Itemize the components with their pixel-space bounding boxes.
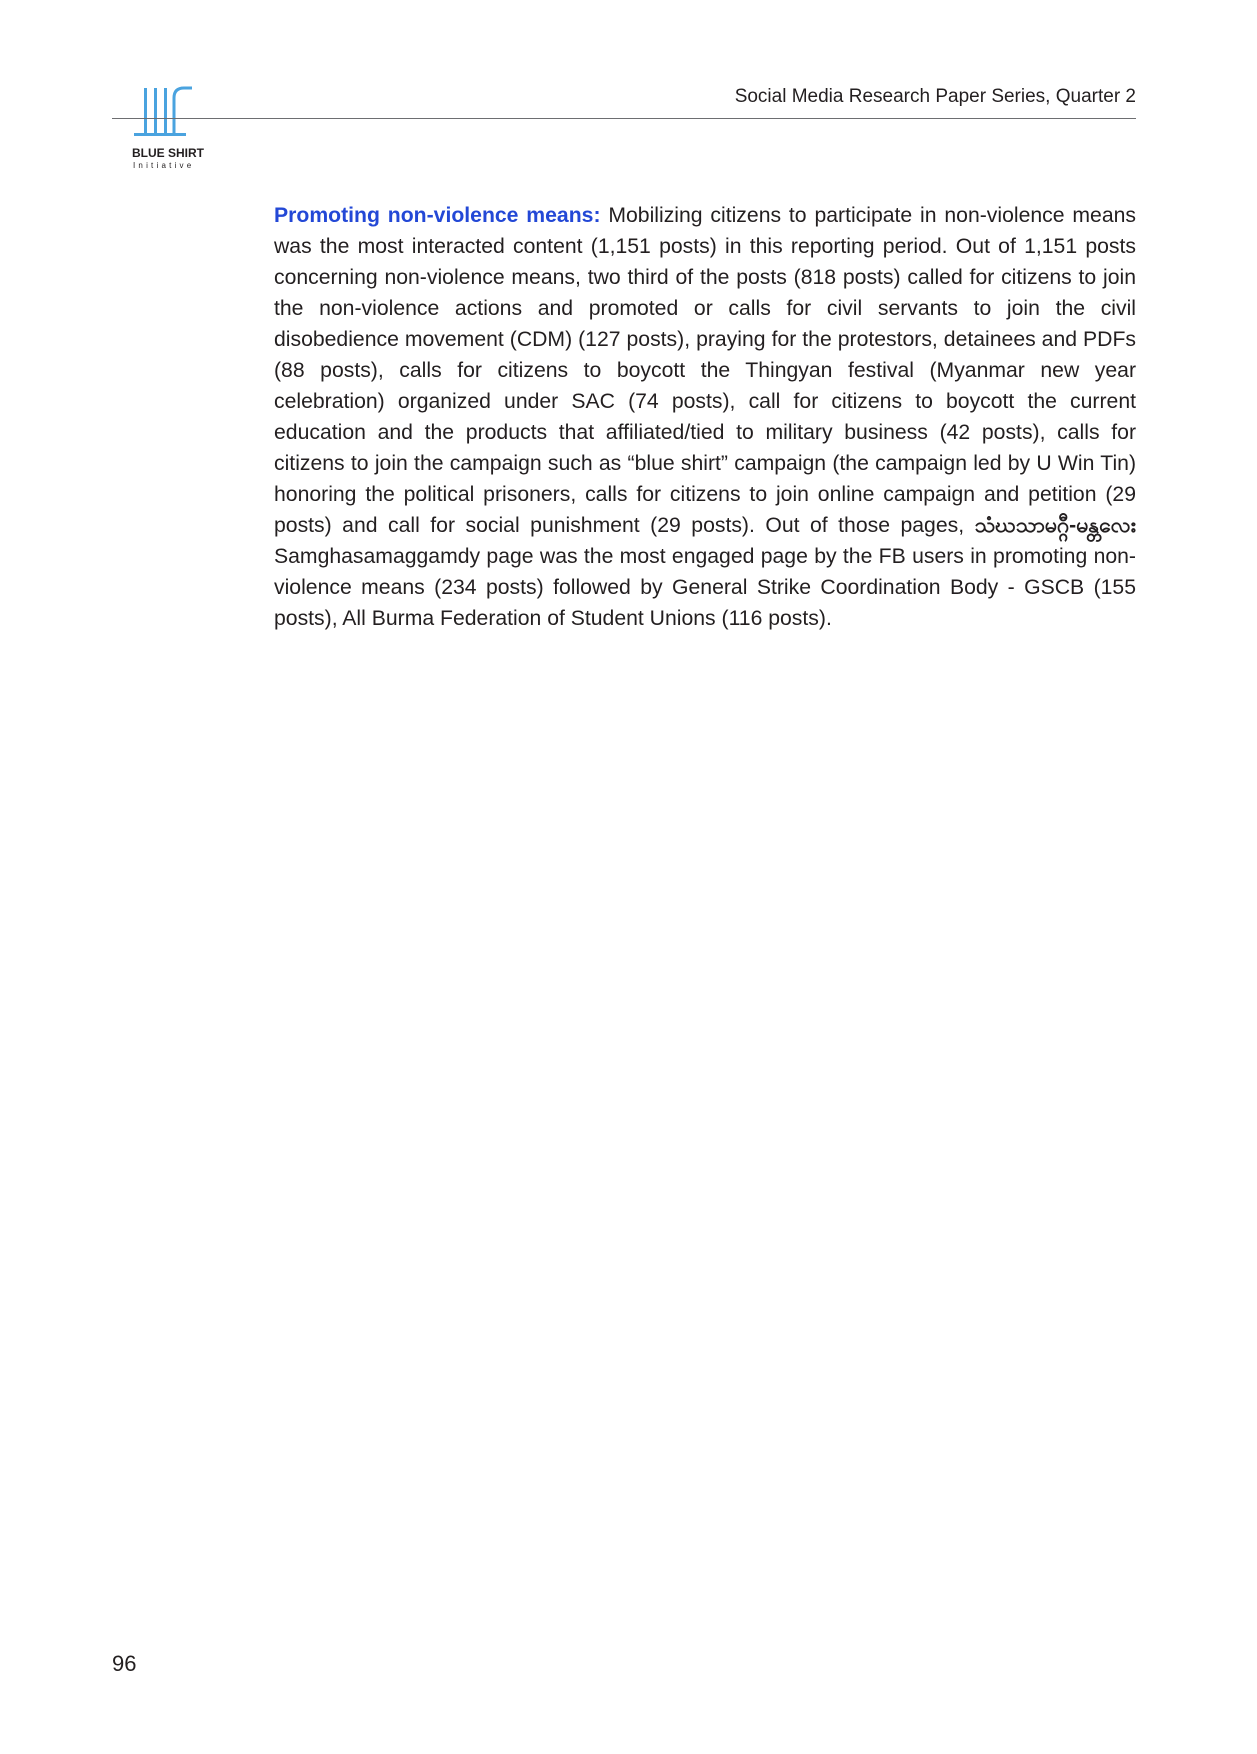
blue-shirt-logo-icon bbox=[130, 84, 206, 140]
header-divider bbox=[112, 118, 1136, 119]
burmese-page-name: သံဃသာမဂ္ဂီ-မန္တလေး bbox=[974, 514, 1136, 537]
page-number: 96 bbox=[112, 1651, 137, 1676]
series-title: Social Media Research Paper Series, Quarter 2 bbox=[734, 86, 1136, 107]
logo-subtitle: Initiative bbox=[133, 161, 195, 170]
paragraph-text-part-2: Samghasamaggamdy page was the most engaged page by the FB users in promoting non-violence means (234 posts) followed by General Strike Coordination Body - GSCB (155 posts), All Burma Federation of Student Unions (116 posts). bbox=[274, 545, 1136, 630]
paragraph-text-part-1: Mobilizing citizens to participate in non-violence means was the most interacted content (1,151 posts) in this reporting period. Out of 1,151 posts concerning non-violence means, two third of the posts (818 posts) called for citizens to join the non-violence actions and promoted or calls for civil servants to join the civil disobedience movement (CDM) (127 posts), praying for the protestors, detainees and PDFs (88 posts), calls for citizens to boycott the Thingyan festival (Myanmar new year celebration) organized under SAC (74 posts), call for citizens to boycott the current education and the products that affiliated/tied to military business (42 posts), calls for citizens to join the campaign such as “blue shirt” campaign (the campaign led by U Win Tin) honoring the political prisoners, calls for citizens to join online campaign and petition (29 posts) and call for social punishment (29 posts). Out of those pages, bbox=[274, 204, 1136, 537]
body-paragraph bbox=[274, 200, 1136, 634]
paragraph-lead-heading: Promoting non-violence means: bbox=[274, 204, 601, 227]
logo-name: BLUE SHIRT bbox=[132, 146, 204, 160]
